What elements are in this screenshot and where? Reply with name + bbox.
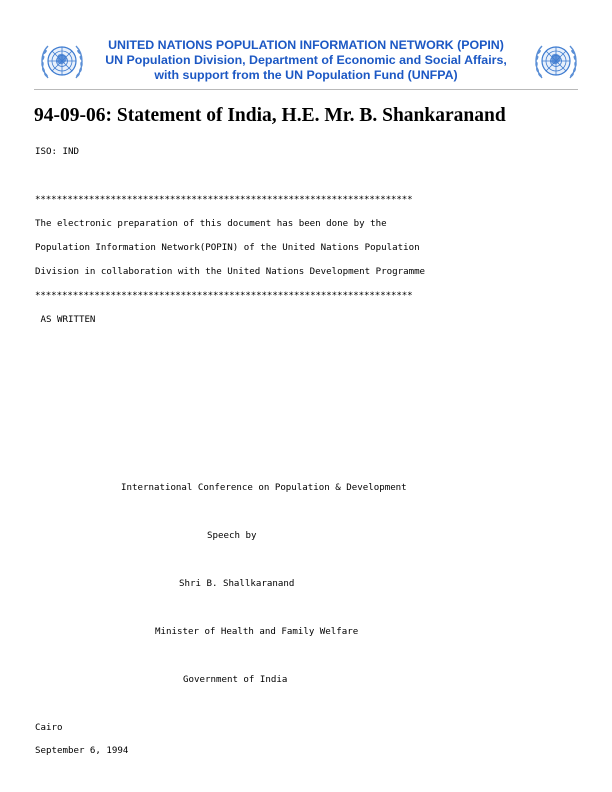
un-emblem-icon [38,38,86,86]
un-emblem-icon [532,38,580,86]
notice-line-1: The electronic preparation of this document has been done by the [35,219,387,229]
speaker-position: Minister of Health and Family Welfare [155,627,359,637]
as-written-note: AS WRITTEN [35,315,96,325]
government: Government of India [183,675,288,685]
separator-bottom: ********************************************************************** [35,291,413,301]
conference-name: International Conference on Population & Development [121,483,407,493]
notice-line-3: Division in collaboration with the United Nations Development Programme [35,267,426,277]
popin-header [34,36,578,88]
speech-by: Speech by [207,531,257,541]
banner-line-2: UN Population Division, Department of Economic and Social Affairs, [105,53,507,67]
header-divider [34,89,578,90]
page-title: 94-09-06: Statement of India, H.E. Mr. B. Shankaranand [34,105,506,126]
separator-top: ********************************************************************** [35,195,413,205]
popin-banner [90,38,522,83]
banner-line-3: with support from the UN Population Fund (UNFPA) [154,68,458,82]
speaker-name: Shri B. Shallkaranand [179,579,295,589]
place: Cairo [35,723,63,733]
iso-code: ISO: IND [35,147,79,157]
date: September 6, 1994 [35,746,129,756]
notice-line-2: Population Information Network(POPIN) of the United Nations Population [35,243,420,253]
banner-line-1: UNITED NATIONS POPULATION INFORMATION NETWORK (POPIN) [108,38,504,52]
